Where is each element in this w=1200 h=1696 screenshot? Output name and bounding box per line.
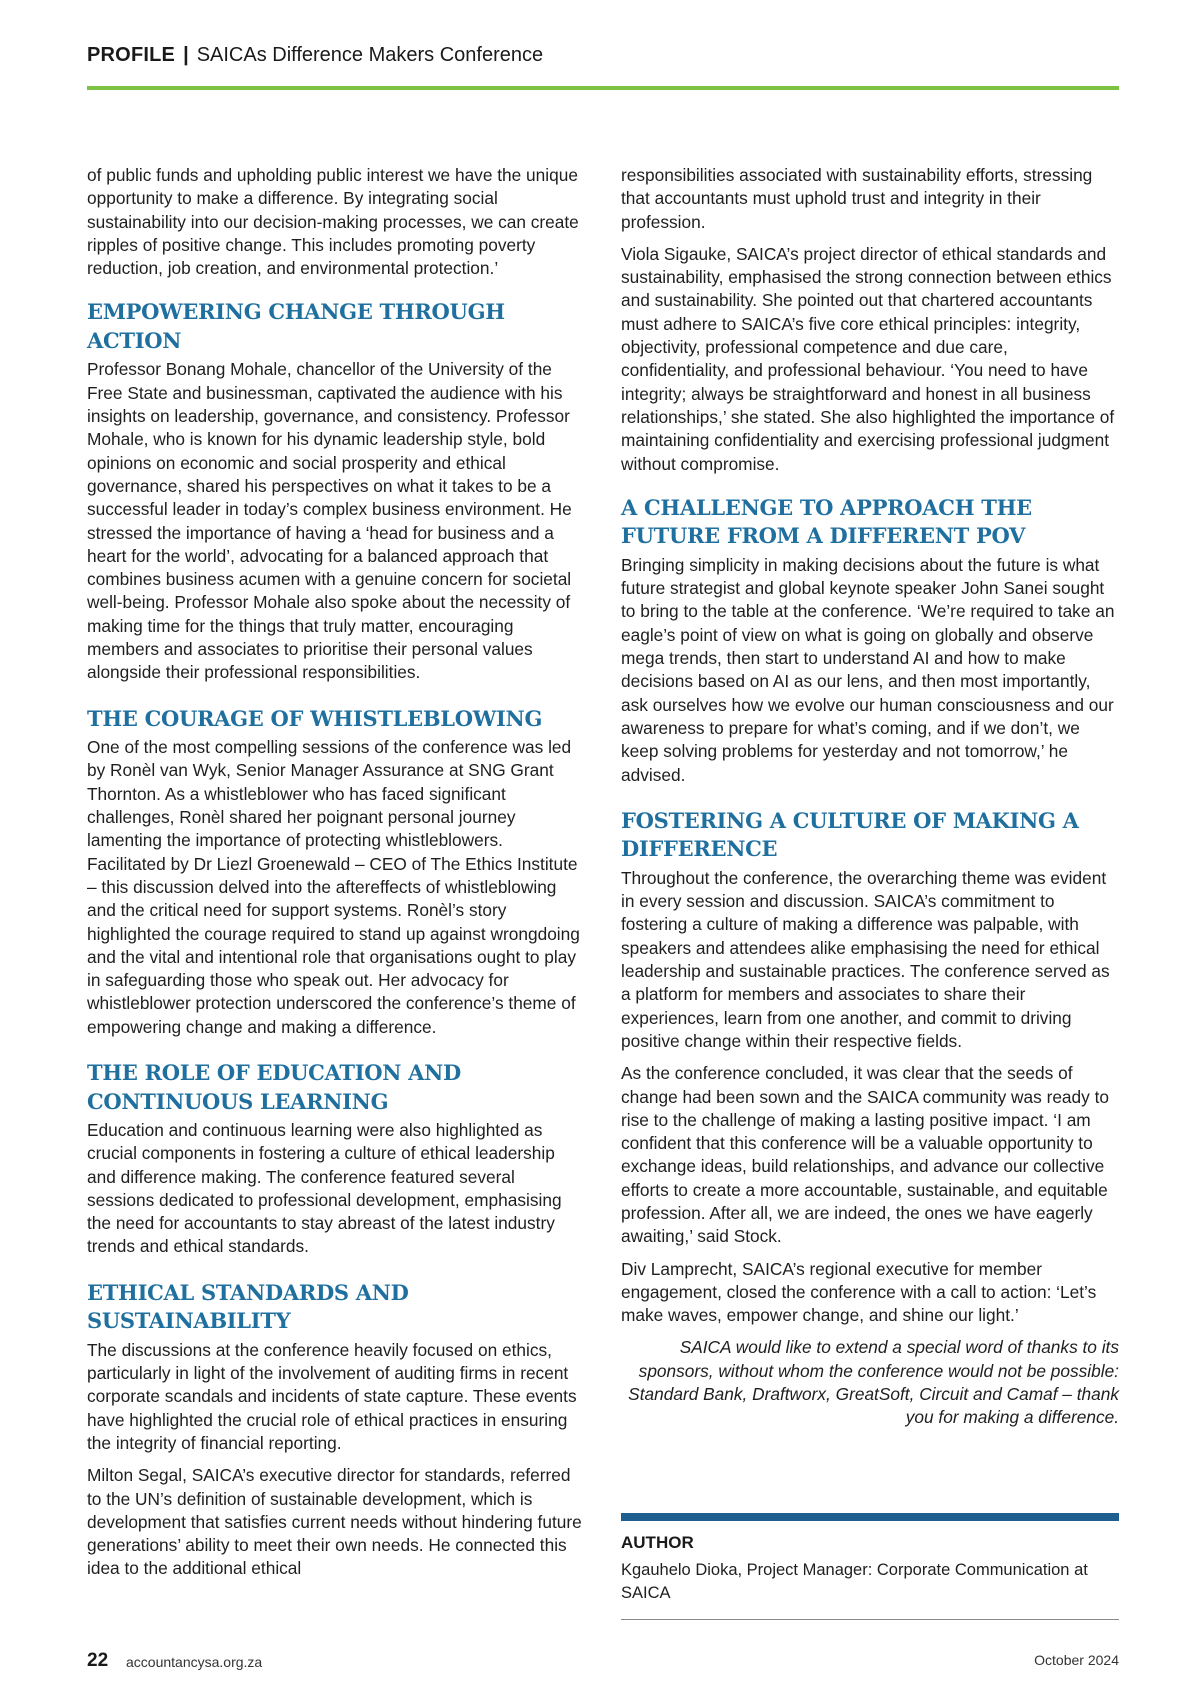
body-paragraph: Throughout the conference, the overarching theme was evident in every session and discussion. SAICA’s commitment to fostering a culture of making a difference was palpable, with speakers and attendees alike emphasising the need for ethical leadership and sustainable practices. The conference served as a platform for members and associates to share their experiences, learn from one another, and commit to driving positive change within their respective fields. xyxy=(621,867,1110,1051)
header-separator: | xyxy=(183,44,189,66)
author-rule xyxy=(621,1619,1119,1620)
section-heading: ETHICAL STANDARDS AND SUSTAINABILITY xyxy=(87,1279,409,1334)
sponsor-thanks: SAICA would like to extend a special word of thanks to its sponsors, without whom the conference would not be possible: Standard Bank, Draftworx, GreatSoft, Circuit and Camaf – thank you for making a difference. xyxy=(628,1337,1119,1428)
author-divider-bar xyxy=(621,1513,1119,1521)
body-paragraph: Education and continuous learning were also highlighted as crucial components in fostering a culture of ethical leadership and difference making. The conference featured several sessions dedicated to professional development, emphasising the need for accountants to stay abreast of the latest industry trends and ethical standards. xyxy=(87,1120,562,1257)
body-paragraph: Milton Segal, SAICA’s executive director for standards, referred to the UN’s definition of sustainable development, which is development that satisfies current needs without hindering future generations’ ability to meet their own needs. He connected this idea to the additional ethical xyxy=(87,1465,582,1579)
author-title: AUTHOR xyxy=(621,1533,694,1552)
right-column xyxy=(621,164,1119,1439)
section-heading: THE COURAGE OF WHISTLEBLOWING xyxy=(87,705,543,731)
body-paragraph: One of the most compelling sessions of the conference was led by Ronèl van Wyk, Senior Manager Assurance at SNG Grant Thornton. As a whistleblower who has faced significant challenges, Ronèl shared her poignant personal journey lamenting the importance of protecting whistleblowers. Facilitated by Dr Liezl Groenewald – CEO of The Ethics Institute – this discussion delved into the aftereffects of whistleblowing and the critical need for support systems. Ronèl’s story highlighted the courage required to stand up against wrongdoing and the vital and intentional role that organisations ought to play in safeguarding those who speak out. Her advocacy for whistleblower protection underscored the conference’s theme of empowering change and making a difference. xyxy=(87,737,580,1037)
header-rule xyxy=(87,86,1119,90)
body-paragraph: Viola Sigauke, SAICA’s project director of ethical standards and sustainability, emphasised the strong connection between ethics and sustainability. She pointed out that chartered accountants must adhere to SAICA’s five core ethical principles: integrity, objectivity, professional competence and due care, confidentiality, and professional behaviour. ‘You need to have integrity; always be straightforward and honest in all business relationships,’ she stated. She also highlighted the importance of maintaining confidentiality and exercising professional judgment without compromise. xyxy=(621,243,1115,474)
footer-date: October 2024 xyxy=(1034,1652,1119,1668)
section-heading: EMPOWERING CHANGE THROUGH ACTION xyxy=(87,299,505,353)
left-column xyxy=(87,164,585,1590)
section-label: PROFILE xyxy=(87,44,176,66)
body-paragraph: As the conference concluded, it was clear that the seeds of change had been sown and the SAICA community was ready to rise to the challenge of making a lasting positive impact. ‘I am confident that this conference will be a valuable opportunity to exchange ideas, build relationships, and advance our collective efforts to create a more accountable, sustainable, and equitable profession. After all, we are indeed, the ones we have eagerly awaiting,’ said Stock. xyxy=(621,1063,1110,1247)
page-number: 22 xyxy=(87,1650,109,1671)
footer-site: accountancysa.org.za xyxy=(126,1654,263,1670)
body-paragraph: The discussions at the conference heavily focused on ethics, particularly in light of the involvement of auditing firms in recent corporate scandals and incidents of state capture. These events have highlighted the crucial role of ethical practices in ensuring the integrity of financial reporting. xyxy=(87,1339,577,1453)
header-title: SAICAs Difference Makers Conference xyxy=(196,44,544,66)
body-paragraph: Bringing simplicity in making decisions about the future is what future strategist and global keynote speaker John Sanei sought to bring to the table at the conference. ‘We’re required to take an eagle’s point of view on what is going on globally and observe mega trends, then start to understand AI and how to make decisions based on AI as our lens, and then most importantly, ask ourselves how we evolve our human consciousness and our awareness to prepare for what’s coming, and if we don’t, we keep solving problems for yesterday and not tomorrow,’ he advised. xyxy=(621,554,1115,785)
body-paragraph: Div Lamprecht, SAICA’s regional executive for member engagement, closed the conference with a call to action: ‘Let’s make waves, empower change, and shine our light.’ xyxy=(621,1258,1097,1326)
section-heading: THE ROLE OF EDUCATION AND CONTINUOUS LEARNING xyxy=(87,1060,461,1114)
section-heading: FOSTERING A CULTURE OF MAKING A DIFFERENCE xyxy=(621,807,1079,862)
body-paragraph: Professor Bonang Mohale, chancellor of the University of the Free State and businessman, captivated the audience with his insights on leadership, governance, and consistency. Professor Mohale, who is known for his dynamic leadership style, bold opinions on economic and social prosperity and ethical governance, shared his perspectives on what it takes to be a successful leader in today’s complex business environment. He stressed the importance of having a ‘head for business and a heart for the world’, advocating for a balanced approach that combines business acumen with a genuine concern for societal well-being. Professor Mohale also spoke about the necessity of making time for the things that truly matter, encouraging members and associates to prioritise their personal values alongside their professional responsibilities. xyxy=(87,359,572,683)
left-intro-paragraph: of public funds and upholding public interest we have the unique opportunity to make a difference. By integrating social sustainability into our decision-making processes, we can create ripples of positive change. This includes promoting poverty reduction, job creation, and environmental protection.’ xyxy=(87,165,579,279)
author-credit: Kgauhelo Dioka, Project Manager: Corporate Communication at SAICA xyxy=(621,1561,1088,1602)
body-paragraph: responsibilities associated with sustainability efforts, stressing that accountants must uphold trust and integrity in their profession. xyxy=(621,165,1093,232)
page-header xyxy=(87,44,1113,67)
section-heading: A CHALLENGE TO APPROACH THE FUTURE FROM A DIFFERENT POV xyxy=(621,494,1032,549)
